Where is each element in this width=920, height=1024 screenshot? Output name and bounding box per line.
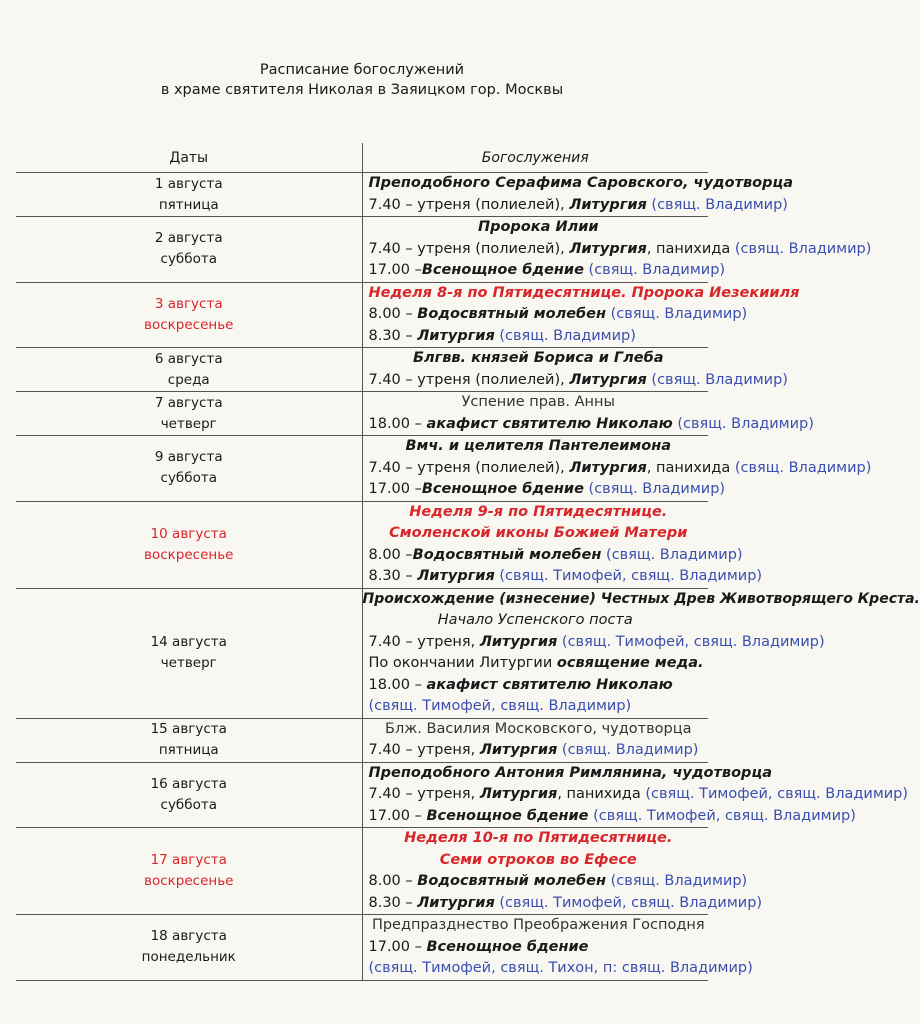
- service-line: [369, 326, 709, 348]
- date-weekday: четверг: [160, 415, 217, 432]
- clergy: (свящ. Тимофей, свящ. Владимир): [557, 633, 825, 650]
- service-line: [368, 784, 909, 806]
- service-line: [369, 740, 709, 762]
- service-time: 8.30 –: [368, 894, 418, 911]
- clergy: (свящ. Владимир): [494, 327, 636, 344]
- service-note: По окончании Литургии: [368, 655, 557, 671]
- service-time: 8.30 –: [368, 568, 418, 584]
- service-time: 8.00 –: [368, 306, 418, 322]
- service-time: 8.30 –: [368, 327, 418, 344]
- service-name: Всенощное бдение: [421, 481, 584, 497]
- feast-title: Смоленской иконы Божией Матери: [389, 525, 688, 541]
- service-line: [368, 871, 748, 893]
- service-name: Литургия: [569, 371, 647, 388]
- service-time: 17.00 –: [368, 262, 422, 278]
- date-weekday: среда: [167, 371, 210, 388]
- service-line: [368, 195, 788, 217]
- service-name: Литургия: [417, 894, 495, 911]
- feast-subtitle: Начало Успенского поста: [437, 612, 633, 628]
- header-dates: Даты: [16, 143, 362, 173]
- service-cell: [362, 282, 800, 348]
- service-line: [368, 414, 814, 436]
- service-name: Литургия: [569, 196, 647, 213]
- date-cell: [16, 588, 362, 718]
- service-time: 7.40 – утреня (полиелей),: [368, 196, 570, 213]
- service-line: [368, 458, 872, 480]
- service-line: [368, 239, 872, 261]
- feast-title: Семи отроков во Ефесе: [439, 851, 637, 868]
- service-time: 17.00 –: [368, 938, 427, 955]
- clergy: (свящ. Владимир): [557, 742, 699, 758]
- service-cell: [362, 501, 763, 588]
- page-title: [0, 60, 724, 100]
- service-line: [368, 566, 763, 588]
- service-name: Всенощное бдение: [426, 807, 589, 824]
- title-line-2: в храме святителя Николая в Заяицком гор. Москвы: [160, 82, 564, 98]
- date-cell: [16, 762, 362, 828]
- table-row: [16, 282, 708, 348]
- date-weekday: воскресенье: [144, 546, 234, 563]
- date-day: 15 августа: [150, 721, 227, 737]
- service-name: акафист святителю Николаю: [426, 676, 673, 693]
- date-day: 10 августа: [150, 525, 227, 542]
- table-row: [16, 501, 708, 588]
- service-line: [368, 806, 856, 828]
- clergy: (свящ. Тимофей, свящ. Владимир): [494, 894, 763, 911]
- service-line: [368, 893, 763, 915]
- date-day: 14 августа: [150, 634, 227, 650]
- service-extra: , панихида: [646, 459, 735, 476]
- service-line: [363, 675, 709, 697]
- service-name: Водосвятный молебен: [417, 873, 607, 889]
- date-cell: [16, 915, 362, 981]
- clergy: (свящ. Тимофей, свящ. Владимир): [588, 807, 856, 824]
- clergy: (свящ. Владимир): [672, 415, 814, 432]
- service-line: [368, 545, 743, 567]
- service-line: [368, 260, 726, 282]
- table-row: [16, 173, 708, 217]
- service-cell: [362, 762, 909, 828]
- date-cell: [16, 173, 362, 217]
- service-name: Литургия: [417, 568, 495, 584]
- service-time: 17.00 –: [368, 481, 422, 497]
- service-cell: [362, 217, 872, 283]
- service-cell: [362, 173, 794, 217]
- date-weekday: четверг: [160, 655, 217, 671]
- service-cell: [362, 392, 814, 436]
- service-time: 7.40 – утреня (полиелей),: [368, 371, 570, 388]
- date-cell: [16, 501, 362, 588]
- service-time: 17.00 –: [368, 807, 427, 824]
- feast-title: Пророка Илии: [477, 219, 599, 235]
- service-cell: [362, 436, 872, 502]
- date-weekday: воскресенье: [144, 873, 234, 889]
- date-weekday: суббота: [160, 796, 217, 813]
- table-row: [16, 718, 708, 762]
- date-weekday: воскресенье: [144, 316, 234, 333]
- date-cell: [16, 392, 362, 436]
- service-name: Всенощное бдение: [421, 262, 584, 278]
- feast-title: Успение прав. Анны: [461, 394, 615, 410]
- service-time: 7.40 – утреня (полиелей),: [368, 459, 570, 476]
- date-day: 7 августа: [154, 394, 223, 411]
- table-row: [16, 915, 708, 981]
- service-extra: , панихида: [646, 240, 735, 257]
- feast-title: Преподобного Серафима Саровского, чудотворца: [368, 175, 794, 191]
- date-day: 2 августа: [154, 230, 223, 247]
- feast-title: Неделя 10-я по Пятидесятнице.: [404, 830, 673, 846]
- service-time: 18.00 –: [368, 676, 427, 693]
- date-cell: [16, 718, 362, 762]
- date-cell: [16, 217, 362, 283]
- feast-title: Вмч. и целителя Пантелеимона: [405, 438, 672, 454]
- date-weekday: суббота: [160, 470, 217, 487]
- clergy: (свящ. Тимофей, свящ. Владимир): [494, 568, 763, 584]
- service-extra: , панихида: [557, 786, 646, 802]
- clergy: (свящ. Владимир): [583, 481, 726, 497]
- schedule-table: [16, 143, 920, 981]
- clergy: (свящ. Владимир): [646, 196, 788, 213]
- service-time: 18.00 –: [368, 415, 427, 432]
- feast-title: Неделя 9-я по Пятидесятнице.: [409, 503, 668, 520]
- table-row: [16, 348, 708, 392]
- service-line: [363, 653, 709, 675]
- date-weekday: понедельник: [141, 949, 236, 966]
- service-time: 7.40 – утреня,: [368, 742, 480, 758]
- table-header-row: [16, 143, 708, 173]
- date-weekday: суббота: [160, 251, 217, 268]
- clergy: (свящ. Владимир): [734, 459, 872, 476]
- feast-title: Предпразднество Преображения Господня: [371, 917, 705, 933]
- date-cell: [16, 828, 362, 915]
- service-cell: [362, 718, 708, 762]
- date-cell: [16, 436, 362, 502]
- feast-title: Блгвв. князей Бориса и Глеба: [412, 350, 664, 366]
- service-name: Литургия: [569, 459, 647, 476]
- service-line: [368, 370, 788, 392]
- title-line-1: Расписание богослужений: [259, 62, 465, 78]
- feast-title: Происхождение (изнесение) Честных Древ Животворящего Креста.: [362, 590, 920, 607]
- service-name: Водосвятный молебен: [412, 546, 602, 563]
- date-day: 16 августа: [150, 775, 227, 792]
- date-day: 9 августа: [154, 449, 223, 466]
- service-line: [368, 304, 748, 326]
- service-cell: [362, 915, 753, 981]
- date-day: 18 августа: [150, 928, 227, 945]
- clergy: (свящ. Владимир): [583, 262, 726, 278]
- table-row: [16, 828, 708, 915]
- table-row: [16, 392, 708, 436]
- service-name: Литургия: [479, 742, 558, 758]
- service-time: 7.40 – утреня,: [368, 633, 480, 650]
- service-time: 8.00 –: [368, 546, 413, 563]
- table-row: [16, 762, 708, 828]
- table-row: [16, 436, 708, 502]
- date-day: 1 августа: [154, 175, 223, 192]
- service-name: освящение меда.: [556, 655, 704, 671]
- feast-title: Преподобного Антония Римлянина, чудотворца: [368, 764, 772, 781]
- service-time: 7.40 – утреня (полиелей),: [368, 240, 570, 257]
- clergy: (свящ. Владимир): [601, 546, 743, 563]
- service-line: [368, 479, 726, 501]
- service-name: Всенощное бдение: [426, 938, 589, 955]
- date-weekday: пятница: [158, 742, 219, 758]
- service-time: 8.00 –: [368, 873, 418, 889]
- service-name: Водосвятный молебен: [417, 306, 607, 322]
- service-name: Литургия: [569, 240, 647, 257]
- service-name: Литургия: [479, 633, 558, 650]
- date-day: 6 августа: [154, 350, 223, 367]
- clergy: (свящ. Владимир): [734, 240, 872, 257]
- date-cell: [16, 348, 362, 392]
- clergy: (свящ. Тимофей, свящ. Тихон, п: свящ. Владимир): [368, 960, 753, 976]
- feast-title: Неделя 8-я по Пятидесятнице. Пророка Иезекииля: [368, 284, 800, 301]
- service-cell: [362, 588, 920, 718]
- clergy: (свящ. Владимир): [646, 371, 788, 388]
- feast-title: Блж. Василия Московского, чудотворца: [385, 720, 692, 737]
- clergy: (свящ. Владимир): [606, 873, 748, 889]
- service-name: Литургия: [479, 786, 558, 802]
- service-line: [363, 632, 825, 654]
- date-cell: [16, 282, 362, 348]
- service-cell: [362, 348, 788, 392]
- service-name: акафист святителю Николаю: [426, 415, 673, 432]
- clergy: (свящ. Владимир): [606, 306, 748, 322]
- service-time: 7.40 – утреня,: [368, 786, 480, 802]
- clergy: (свящ. Тимофей, свящ. Владимир): [368, 698, 632, 714]
- service-cell: [362, 828, 763, 915]
- service-line: [369, 937, 709, 959]
- header-services: Богослужения: [481, 149, 589, 166]
- table-row: [16, 217, 708, 283]
- date-day: 3 августа: [154, 295, 223, 312]
- date-day: 17 августа: [150, 852, 227, 868]
- clergy: (свящ. Тимофей, свящ. Владимир): [645, 786, 909, 802]
- service-name: Литургия: [417, 327, 495, 344]
- date-weekday: пятница: [158, 196, 219, 213]
- table-row: [16, 588, 708, 718]
